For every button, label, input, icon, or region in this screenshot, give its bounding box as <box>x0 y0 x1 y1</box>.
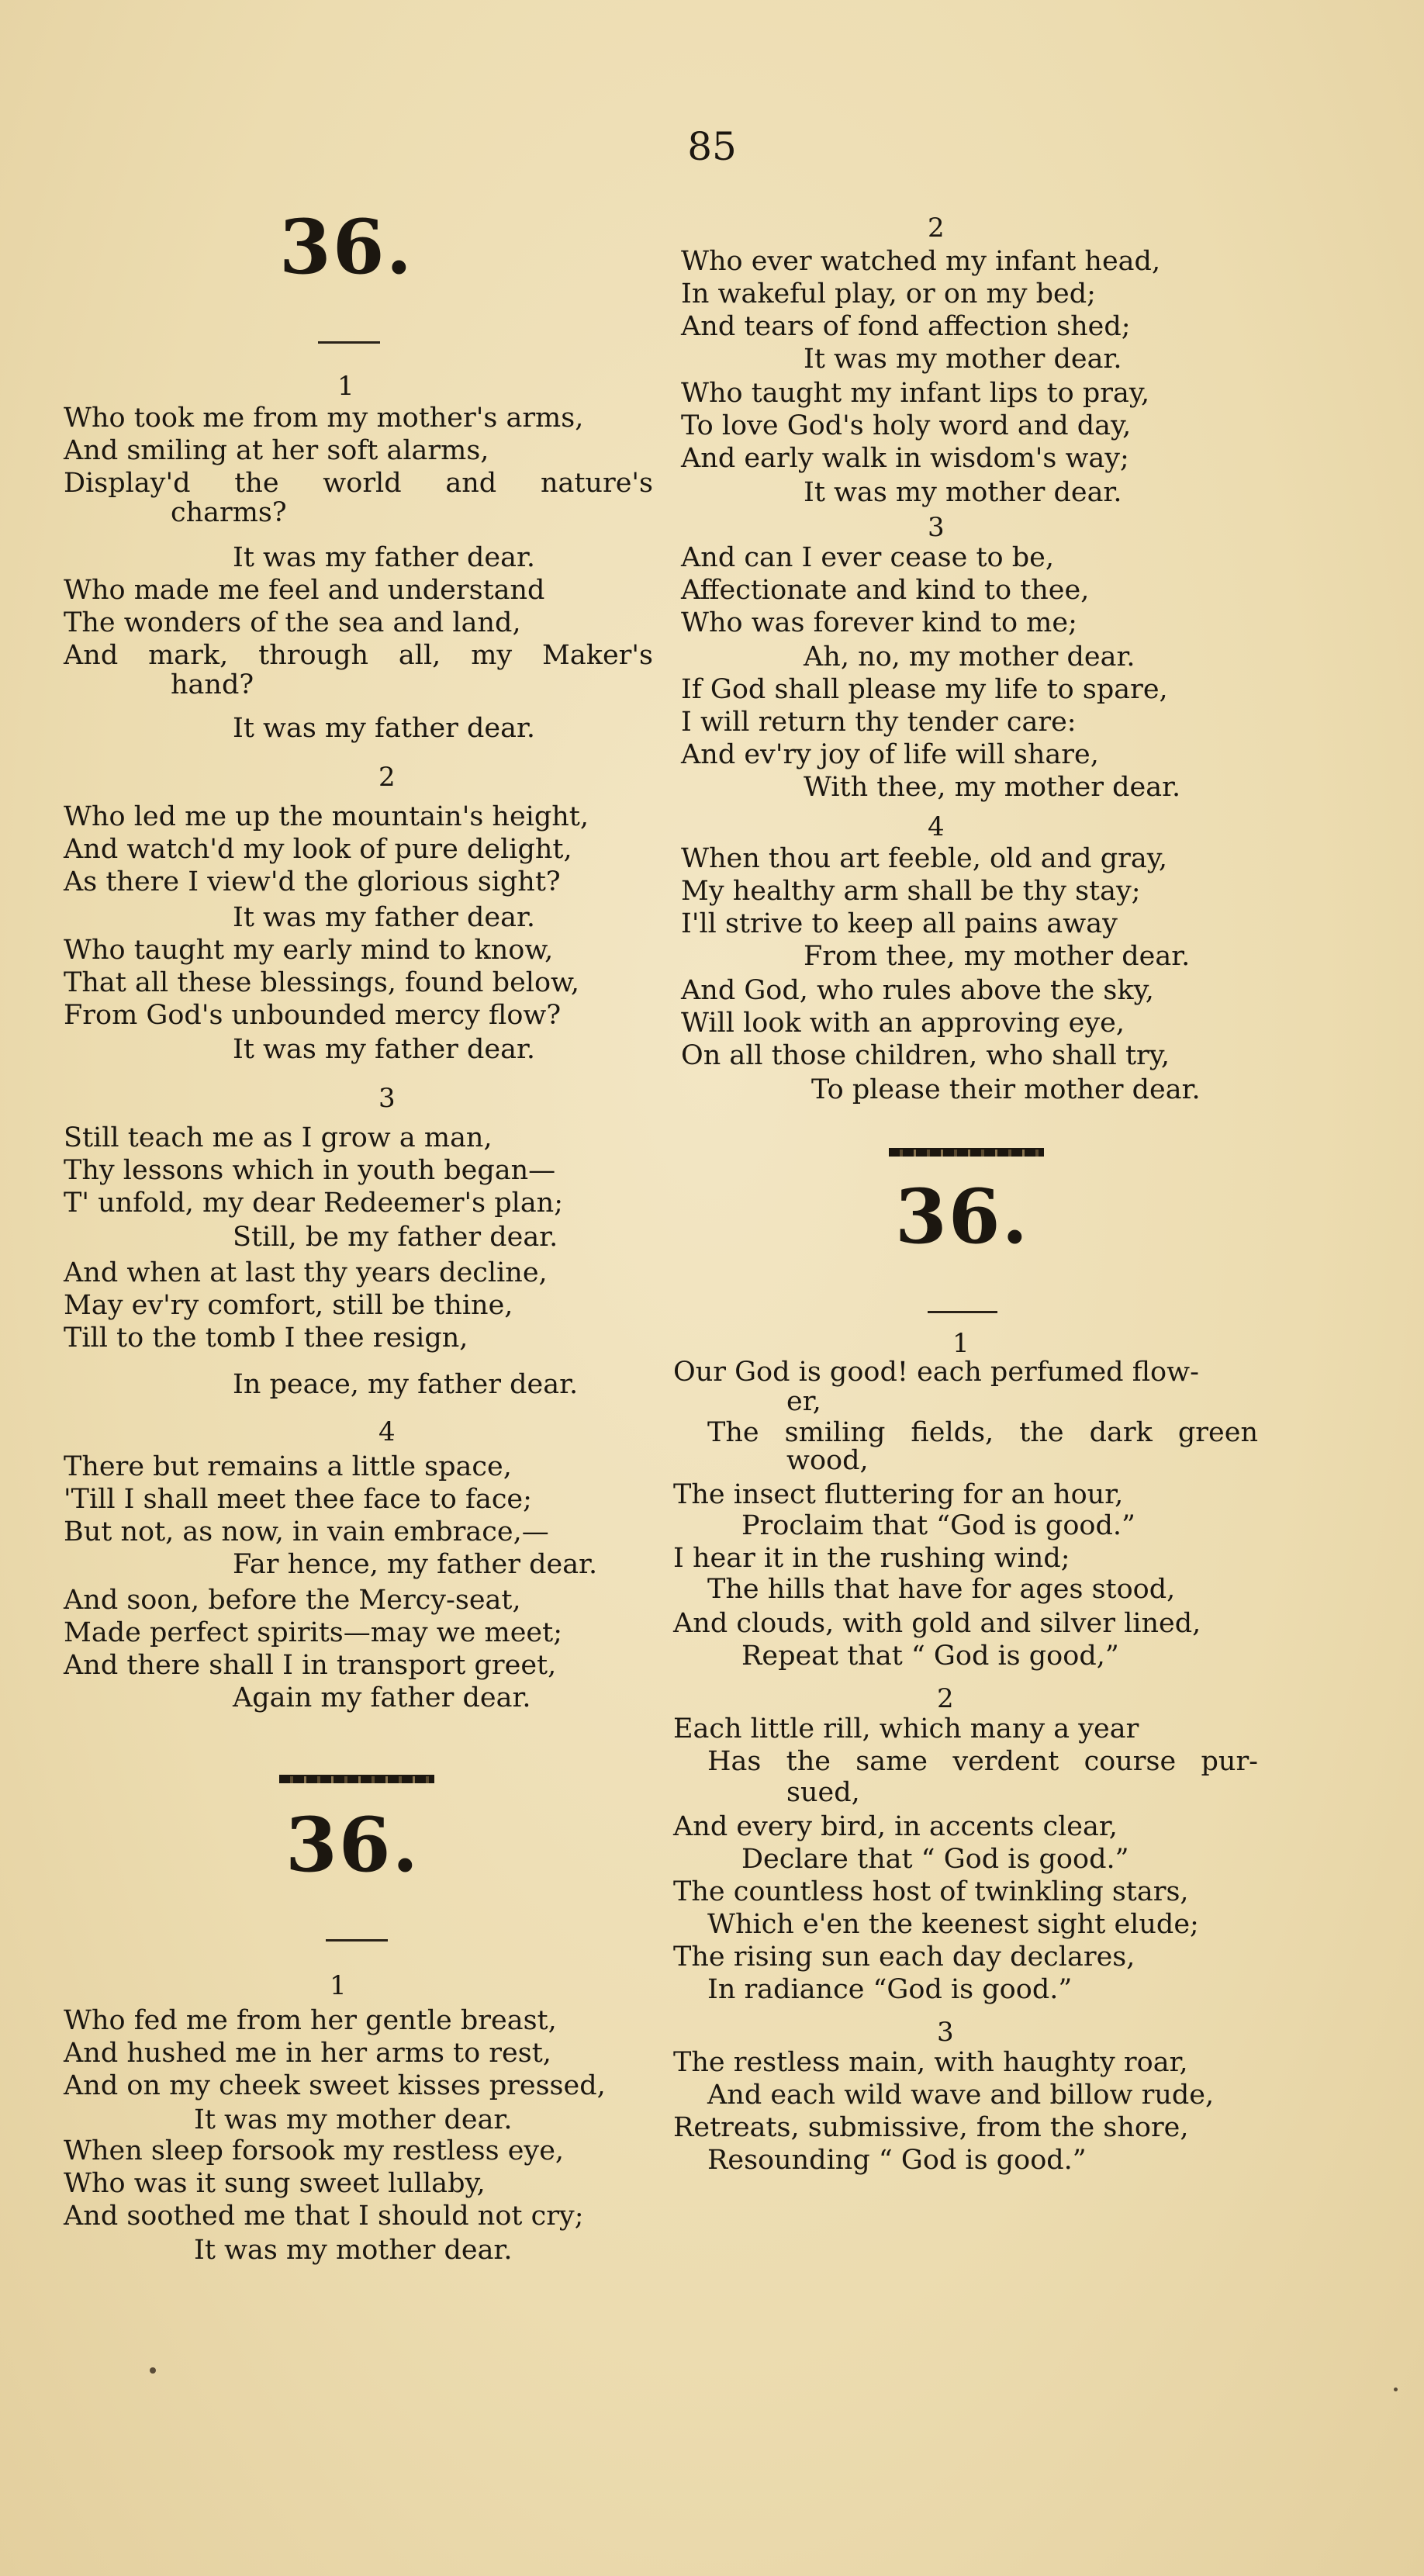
verse-line: Proclaim that “God is good.” <box>741 1510 1135 1541</box>
verse-line: And watch'd my look of pure delight, <box>64 834 572 865</box>
verse-line: As there I view'd the glorious sight? <box>64 866 561 897</box>
hymn-c-number: 36. <box>895 1173 1030 1260</box>
verse-line: It was my father dear. <box>233 1034 536 1065</box>
verse-line: Display'd the world and nature's <box>64 468 653 499</box>
page-number: 85 <box>687 124 737 169</box>
verse-line: Which e'en the keenest sight elude; <box>707 1909 1199 1940</box>
verse-line: charms? <box>171 497 287 528</box>
verse-line: sued, <box>786 1777 860 1808</box>
hymn-c-stanza-2-number: 2 <box>937 1683 954 1714</box>
verse-line: Who taught my infant lips to pray, <box>681 378 1150 409</box>
verse-line: And God, who rules above the sky, <box>681 975 1154 1006</box>
verse-line: 'Till I shall meet thee face to face; <box>64 1484 532 1515</box>
verse-line: It was my mother dear. <box>194 2235 513 2266</box>
ornament-divider <box>279 1775 434 1783</box>
verse-line: My healthy arm shall be thy stay; <box>681 876 1141 907</box>
verse-line: And soon, before the Mercy-seat, <box>64 1585 521 1616</box>
verse-line: Resounding “ God is good.” <box>707 2145 1087 2176</box>
hymn-a-stanza-2-number: 2 <box>378 762 396 793</box>
verse-line: The wonders of the sea and land, <box>64 607 521 638</box>
hymn-b-stanza-2-number: 2 <box>928 213 945 244</box>
verse-line: hand? <box>171 669 254 700</box>
verse-line: And early walk in wisdom's way; <box>681 443 1129 474</box>
verse-line: Declare that “ God is good.” <box>741 1844 1129 1875</box>
verse-line: Has the same verdent course pur- <box>707 1746 1258 1777</box>
verse-line: Will look with an approving eye, <box>681 1008 1125 1039</box>
verse-line: Our God is good! each perfumed flow- <box>673 1357 1199 1388</box>
verse-line: The smiling fields, the dark green <box>707 1417 1258 1448</box>
verse-line: It was my mother dear. <box>804 477 1122 508</box>
verse-line: When thou art feeble, old and gray, <box>681 843 1167 874</box>
verse-line: T' unfold, my dear Redeemer's plan; <box>64 1188 564 1219</box>
verse-line: In wakeful play, or on my bed; <box>681 278 1096 309</box>
verse-line: From thee, my mother dear. <box>804 941 1191 972</box>
verse-line: And every bird, in accents clear, <box>673 1811 1118 1842</box>
verse-line: There but remains a little space, <box>64 1451 512 1482</box>
hymn-b-rule <box>326 1939 388 1942</box>
hymn-b-stanza-1-number: 1 <box>330 1970 347 2001</box>
verse-line: And ev'ry joy of life will share, <box>681 739 1099 770</box>
hymn-c-stanza-1-number: 1 <box>952 1328 969 1359</box>
verse-line: Thy lessons which in youth began— <box>64 1155 556 1186</box>
verse-line: Who led me up the mountain's height, <box>64 801 589 832</box>
verse-line: Again my father dear. <box>233 1682 531 1713</box>
verse-line: And each wild wave and billow rude, <box>707 2080 1215 2111</box>
hymn-a-stanza-4-number: 4 <box>378 1416 396 1447</box>
verse-line: It was my mother dear. <box>194 2104 513 2135</box>
verse-line: Who was forever kind to me; <box>681 607 1077 638</box>
hymn-b-number: 36. <box>285 1801 420 1889</box>
verse-line: It was my father dear. <box>233 542 536 573</box>
verse-line: Repeat that “ God is good,” <box>741 1641 1119 1672</box>
verse-line: That all these blessings, found below, <box>64 967 579 998</box>
verse-line: I'll strive to keep all pains away <box>681 908 1118 939</box>
verse-line: When sleep forsook my restless eye, <box>64 2135 565 2166</box>
hymn-b-stanza-4-number: 4 <box>928 811 945 842</box>
verse-line: And when at last thy years decline, <box>64 1257 548 1288</box>
verse-line: From God's unbounded mercy flow? <box>64 1000 562 1031</box>
verse-line: And hushed me in her arms to rest, <box>64 2038 551 2069</box>
verse-line: It was my mother dear. <box>804 344 1122 375</box>
verse-line: It was my father dear. <box>233 713 536 744</box>
verse-line: Each little rill, which many a year <box>673 1713 1139 1744</box>
hymn-c-stanza-3-number: 3 <box>937 2017 954 2048</box>
verse-line: The countless host of twinkling stars, <box>673 1876 1189 1907</box>
verse-line: Made perfect spirits—may we meet; <box>64 1617 562 1648</box>
verse-line: May ev'ry comfort, still be thine, <box>64 1290 513 1321</box>
verse-line: Affectionate and kind to thee, <box>681 575 1090 606</box>
verse-line: Who fed me from her gentle breast, <box>64 2005 557 2036</box>
verse-line: Retreats, submissive, from the shore, <box>673 2112 1189 2143</box>
verse-line: It was my father dear. <box>233 902 536 933</box>
verse-line: In peace, my father dear. <box>233 1369 579 1400</box>
verse-line: Far hence, my father dear. <box>233 1549 598 1580</box>
verse-line: The insect fluttering for an hour, <box>673 1479 1124 1510</box>
verse-line: The rising sun each day declares, <box>673 1942 1135 1973</box>
verse-line: The restless main, with haughty roar, <box>673 2047 1188 2078</box>
verse-line: Ah, no, my mother dear. <box>804 641 1135 673</box>
ornament-divider <box>889 1148 1044 1157</box>
speck-mark <box>150 2367 156 2374</box>
verse-line: If God shall please my life to spare, <box>681 674 1168 705</box>
verse-line: With thee, my mother dear. <box>804 772 1181 803</box>
verse-line: Still, be my father dear. <box>233 1222 558 1253</box>
verse-line: Till to the tomb I thee resign, <box>64 1323 468 1354</box>
verse-line: In radiance “God is good.” <box>707 1974 1073 2005</box>
verse-line: And clouds, with gold and silver lined, <box>673 1608 1201 1639</box>
verse-line: The hills that have for ages stood, <box>707 1574 1176 1605</box>
verse-line: On all those children, who shall try, <box>681 1040 1170 1071</box>
hymn-a-stanza-1-number: 1 <box>337 371 354 402</box>
verse-line: I will return thy tender care: <box>681 707 1077 738</box>
speck-mark <box>1394 2388 1398 2391</box>
verse-line: Who taught my early mind to know, <box>64 935 554 966</box>
verse-line: To love God's holy word and day, <box>681 410 1132 441</box>
hymn-a-stanza-3-number: 3 <box>378 1083 396 1114</box>
verse-line: Who made me feel and understand <box>64 575 545 606</box>
verse-line: Who was it sung sweet lullaby, <box>64 2168 486 2199</box>
verse-line: And soothed me that I should not cry; <box>64 2201 584 2232</box>
hymn-a-number: 36. <box>279 203 414 291</box>
verse-line: And tears of fond affection shed; <box>681 311 1131 342</box>
verse-line: And there shall I in transport greet, <box>64 1650 557 1681</box>
verse-line: Who took me from my mother's arms, <box>64 403 584 434</box>
verse-line: To please their mother dear. <box>811 1074 1201 1105</box>
hymn-a-rule <box>318 341 380 344</box>
hymn-c-rule <box>928 1311 997 1313</box>
verse-line: And smiling at her soft alarms, <box>64 435 489 466</box>
verse-line: And on my cheek sweet kisses pressed, <box>64 2070 606 2101</box>
verse-line: I hear it in the rushing wind; <box>673 1543 1070 1574</box>
verse-line: And can I ever cease to be, <box>681 542 1054 573</box>
verse-line: And mark, through all, my Maker's <box>64 640 653 671</box>
verse-line: But not, as now, in vain embrace,— <box>64 1516 549 1547</box>
verse-line: wood, <box>786 1445 869 1476</box>
hymn-b-stanza-3-number: 3 <box>928 512 945 543</box>
verse-line: Still teach me as I grow a man, <box>64 1122 493 1153</box>
verse-line: Who ever watched my infant head, <box>681 246 1161 277</box>
verse-line: er, <box>786 1386 821 1417</box>
